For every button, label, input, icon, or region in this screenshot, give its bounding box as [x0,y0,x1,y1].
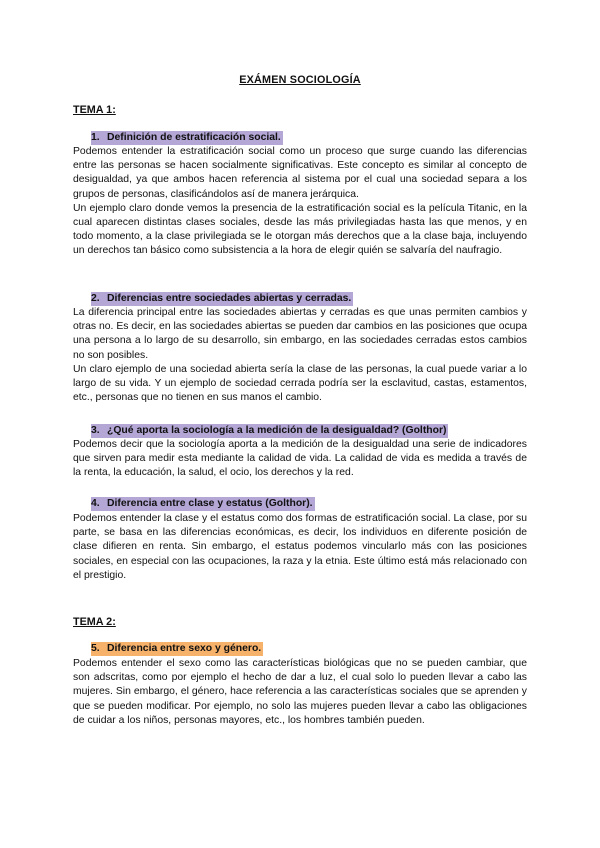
document-title: EXÁMEN SOCIOLOGÍA [239,74,361,86]
section-5-paragraph-1: Podemos entender el sexo como las características biológicas que no se pueden cambiar, que son adscritas, como por ejemplo el hecho de dar a luz, el cual solo lo pueden llevar a cabo las mujeres. Sin embargo, el género, hace referencia a las características sociales que se aprenden y que se pueden modificar. Por ejemplo, no solo las mujeres pueden llevar a cabo las obligaciones de cuidar a los niños, personas mayores, etc., los hombres también pueden. [73,658,527,726]
section-2-number: 2. [91,293,100,304]
section-4-body [73,512,527,583]
section-5-heading [91,642,263,656]
section-3-number: 3. [91,425,100,436]
section-4-number: 4. [91,498,100,509]
section-5-number: 5. [91,643,100,654]
section-3-title: ¿Qué aporta la sociología a la medición de la desigualdad? (Golthor) [107,425,447,436]
section-2-paragraph-2: Un claro ejemplo de una sociedad abierta sería la clase de las personas, la cual puede variar a lo largo de su vida. Y un ejemplo de sociedad cerrada podría ser la esclavitud, castas, estamentos, etc., personas que no tienen en sus manos el cambio. [73,363,527,404]
section-1-paragraph-1: Podemos entender la estratificación social como un proceso que surge cuando las diferencias entre las personas se hacen socialmente significativas. Este concepto es similar al concepto de desigualdad, ya que ambos hacen referencia al sistema por el cual una sociedad separa a los grupos de personas, clasificándolos así de manera jerárquica. [73,146,527,200]
section-1-paragraph-2: Un ejemplo claro donde vemos la presencia de la estratificación social es la película Titanic, en la cual aparecen distintas clases sociales, desde las más privilegiadas hasta las que menos, y en todo momento, a la clase privilegiada se le otorgan más derechos que a la clase baja, incluyendo un derechos tan básico como subsistencia a la hora de elegir quién se salvaría del naufragio. [73,202,527,257]
section-2-body [73,306,527,405]
section-2-title: Diferencias entre sociedades abiertas y cerradas. [107,293,352,304]
section-5-title: Diferencia entre sexo y género. [107,643,262,654]
tema-1-label: TEMA 1: [73,104,116,116]
section-4-heading [91,497,315,511]
section-3-heading [91,424,448,438]
section-1-title: Definición de estratificación social. [107,132,281,143]
section-5-body [73,657,527,728]
section-1-number: 1. [91,132,100,143]
section-1-heading [91,131,283,145]
section-4-title: Diferencia entre clase y estatus (Golthor). [107,498,313,509]
section-4-paragraph-1: Podemos entender la clase y el estatus como dos formas de estratificación social. La clase, por su parte, se basa en las diferencias económicas, es decir, los individuos en diferente posición de clase difieren en renta. Sin embargo, el estatus podemos vincularlo más con las posiciones sociales, en especial con las ocupaciones, la raza y la etnia. Este último está más relacionado con el prestigio. [73,513,527,581]
section-3-body [73,438,527,481]
section-3-paragraph-1: Podemos decir que la sociología aporta a la medición de la desigualdad una serie de indicadores que sirven para medir esta mediante la calidad de vida. La calidad de vida es medida a través de la renta, la educación, la salud, el ocio, los derechos y la red. [73,439,527,479]
tema-2-label: TEMA 2: [73,616,116,628]
section-2-paragraph-1: La diferencia principal entre las sociedades abiertas y cerradas es que unas permiten cambios y otras no. Es decir, en las sociedades abiertas se pueden dar cambios en las posiciones que ocupa una persona a lo largo de su desarrollo, sin embargo, en las sociedades cerradas estos cambios no son posibles. [73,307,528,361]
section-1-body [73,145,527,259]
section-2-heading [91,292,353,306]
